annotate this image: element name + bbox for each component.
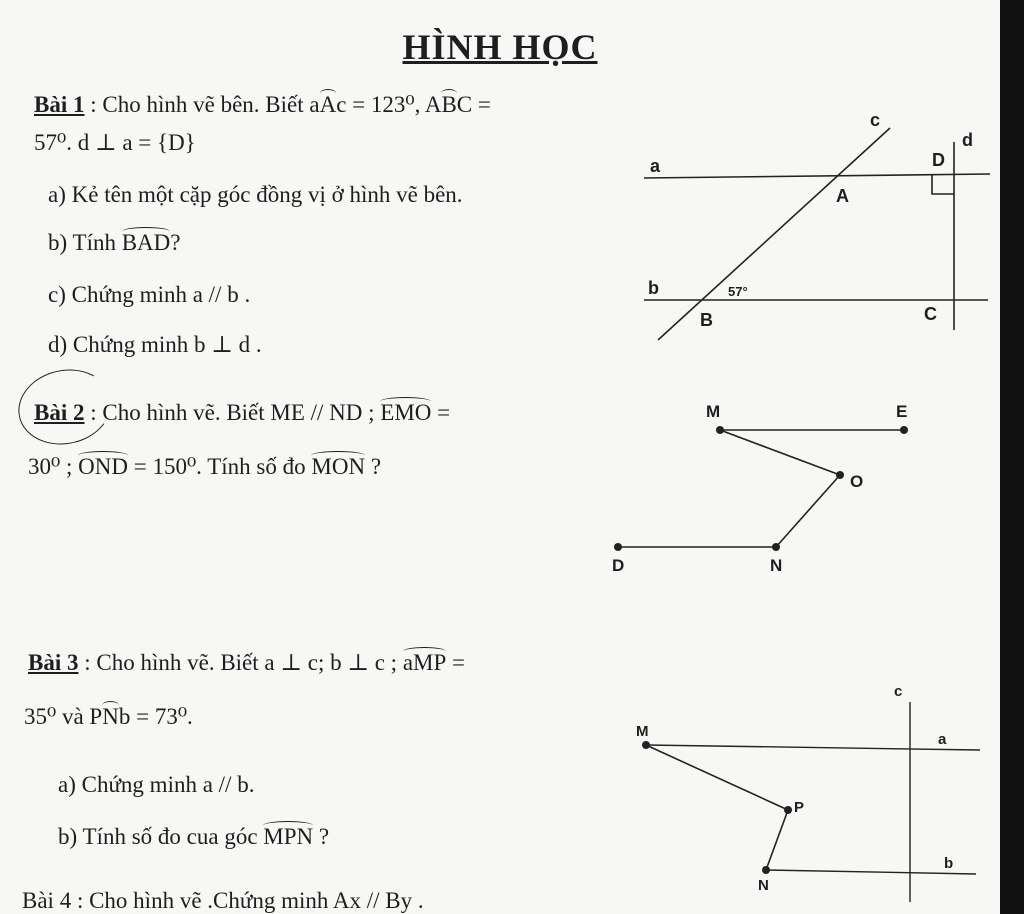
- right-angle-mark: [932, 174, 954, 194]
- page-title: HÌNH HỌC: [402, 27, 598, 67]
- bai2-text-2a: 30⁰ ;: [28, 454, 79, 479]
- bai3-label: Bài 3: [28, 650, 79, 675]
- fig3-label-P: P: [794, 799, 805, 816]
- bai3-text-1b: =: [446, 650, 465, 675]
- bai3-item-b-text: Tính số đo cua góc: [82, 824, 264, 849]
- fig1-angle-57: 57°: [728, 284, 748, 299]
- bai1-item-c-prefix: c): [48, 282, 66, 307]
- bai3-text-2a: 35⁰ và P: [24, 704, 103, 729]
- fig1-label-A: A: [836, 186, 849, 206]
- bai2-label: Bài 2: [34, 400, 85, 425]
- bai1-item-c-text: Chứng minh a // b .: [71, 282, 251, 307]
- bai3-item-b: [58, 824, 329, 850]
- bai4-line1: [22, 888, 424, 914]
- angle-MON: MON: [311, 454, 366, 479]
- bai1-text-1a: : Cho hình vẽ bên. Biết a: [84, 92, 320, 117]
- fig3-label-b: b: [944, 855, 954, 872]
- bai3-item-a-prefix: a): [58, 772, 76, 797]
- figure-bai2: [600, 395, 908, 585]
- bai1-item-a-prefix: a): [48, 182, 66, 207]
- fig1-label-a: a: [650, 156, 661, 176]
- segment-MP: [646, 745, 788, 810]
- fig2-label-N: N: [770, 556, 783, 575]
- angle-aMP: aMP: [402, 650, 447, 675]
- fig1-label-B: B: [700, 310, 713, 330]
- bai2-text-2c: ?: [365, 454, 382, 479]
- scan-dark-edge: [1000, 0, 1024, 914]
- angle-PNb-vertex: N: [102, 704, 119, 729]
- figure-bai1: [640, 108, 1000, 348]
- bai3-text-2b: b = 73⁰.: [118, 704, 193, 729]
- bai1-item-b-prefix: b): [48, 230, 68, 255]
- fig1-label-D: D: [932, 150, 945, 170]
- point-N: [772, 543, 780, 551]
- bai1-item-a-text: Kẻ tên một cặp góc đồng vị ở hình vẽ bên.: [71, 182, 463, 207]
- fig1-label-C: C: [924, 304, 937, 324]
- angle-aAc-vertex: A: [319, 92, 337, 117]
- bai3-item-a: [58, 772, 254, 798]
- angle-BAD: BAD: [121, 230, 171, 255]
- fig1-label-d: d: [962, 130, 973, 150]
- segment-MO: [720, 430, 840, 475]
- bai3-item-b-end: ?: [313, 824, 330, 849]
- angle-EMO: EMO: [380, 400, 432, 425]
- bai1-label: Bài 1: [34, 92, 85, 117]
- fig2-label-O: O: [850, 472, 864, 491]
- bai1-item-b-text: Tính: [72, 230, 122, 255]
- point-N: [762, 866, 770, 874]
- angle-ABC-vertex: B: [441, 92, 457, 117]
- bai1-item-d-text: Chứng minh b ⊥ d .: [72, 332, 262, 357]
- point-D: [614, 543, 622, 551]
- figure-bai3: [630, 680, 990, 905]
- fig3-label-c: c: [894, 683, 903, 700]
- bai2-line1: [34, 400, 450, 426]
- bai1-item-b: [48, 230, 181, 256]
- segment-ON: [776, 475, 840, 547]
- bai1-text-1b: c = 123⁰, A: [336, 92, 442, 117]
- bai3-text-1a: : Cho hình vẽ. Biết a ⊥ c; b ⊥ c ;: [78, 650, 403, 675]
- fig3-label-a: a: [938, 731, 947, 748]
- bai1-item-b-end: ?: [170, 230, 181, 255]
- fig3-label-M: M: [636, 723, 649, 740]
- line-c: [658, 128, 890, 340]
- bai2-text-1b: =: [431, 400, 451, 425]
- bai3-item-b-prefix: b): [58, 824, 78, 849]
- bai1-item-d-prefix: d): [48, 332, 68, 357]
- fig3-label-N: N: [758, 877, 769, 894]
- bai3-line1: [28, 650, 465, 676]
- point-E: [900, 426, 908, 434]
- angle-OND: OND: [78, 454, 128, 479]
- bai1-item-c: [48, 282, 250, 308]
- bai1-item-a: [48, 182, 463, 208]
- bai4-label: Bài 4: [22, 888, 72, 913]
- bai3-item-a-text: Chứng minh a // b.: [81, 772, 255, 797]
- point-M: [642, 741, 650, 749]
- bai1-text-1c: C =: [456, 92, 491, 117]
- fig2-label-D: D: [612, 556, 625, 575]
- bai1-line2: 57⁰. d ⊥ a = {D}: [34, 130, 196, 155]
- bai2-text-1a: : Cho hình vẽ. Biết ME // ND ;: [84, 400, 381, 425]
- bai3-line2: [24, 704, 193, 730]
- fig2-label-E: E: [896, 402, 908, 421]
- bai2-text-2b: = 150⁰. Tính số đo: [127, 454, 312, 479]
- bai1-line1: [34, 92, 491, 118]
- angle-MPN: MPN: [263, 824, 314, 849]
- point-O: [836, 471, 844, 479]
- fig1-label-c: c: [870, 110, 881, 130]
- fig2-label-M: M: [706, 402, 721, 421]
- fig1-label-b: b: [648, 278, 659, 298]
- segment-PN: [766, 810, 788, 870]
- bai4-text: : Cho hình vẽ .Chứng minh Ax // By .: [71, 888, 424, 913]
- line-a: [646, 745, 980, 750]
- bai1-item-d: [48, 332, 262, 358]
- bai2-line2: [28, 454, 381, 480]
- point-P: [784, 806, 792, 814]
- point-M: [716, 426, 724, 434]
- line-a: [644, 174, 990, 178]
